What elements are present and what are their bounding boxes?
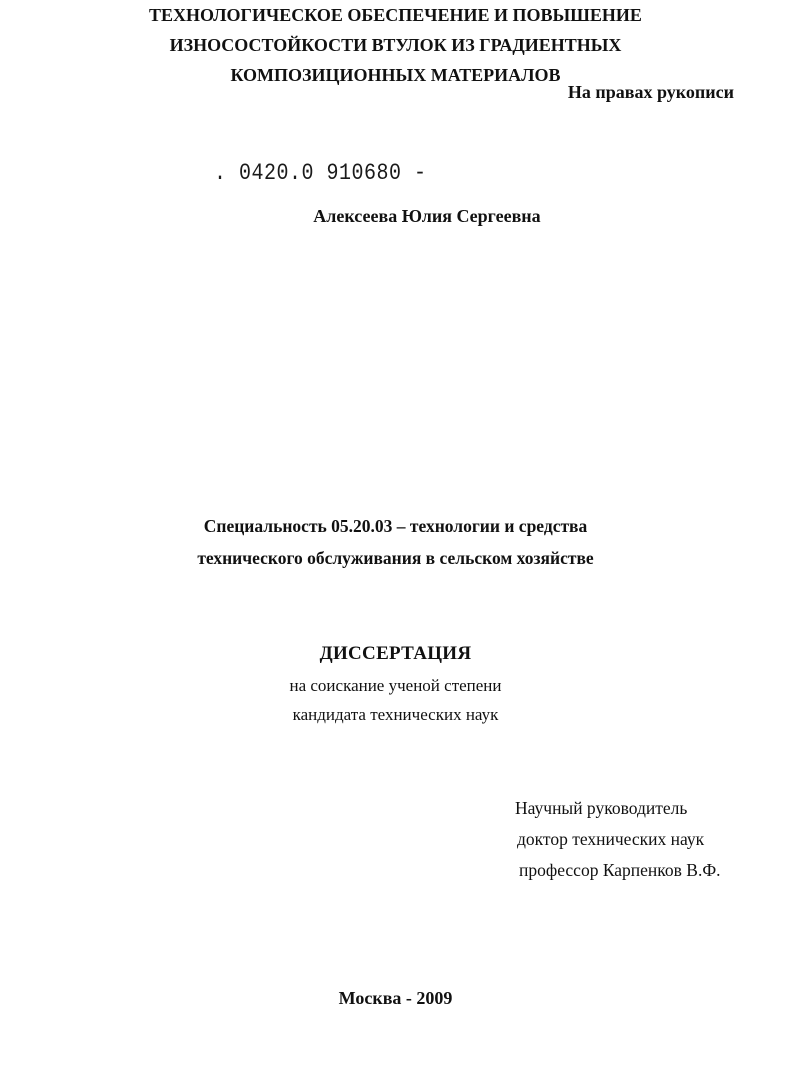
dissertation-title: [0, 0, 791, 90]
supervisor-degree: доктор технических наук: [517, 829, 705, 849]
city-year: Москва - 2009: [338, 988, 453, 1008]
manuscript-note: На правах рукописи: [567, 82, 734, 102]
specialty-line-2: технического обслуживания в сельском хозяйстве: [197, 548, 594, 568]
document-type-heading: ДИССЕРТАЦИЯ: [319, 643, 472, 664]
author-name: Алексеева Юлия Сергеевна: [313, 206, 541, 226]
supervisor-name: профессор Карпенков В.Ф.: [519, 860, 721, 880]
title-line-3: КОМПОЗИЦИОННЫХ МАТЕРИАЛОВ: [230, 65, 561, 85]
title-line-2: ИЗНОСОСТОЙКОСТИ ВТУЛОК ИЗ ГРАДИЕНТНЫХ: [169, 35, 622, 55]
registration-number-stamp: . 0420.0 910680 -: [214, 160, 427, 188]
specialty-line-1: Специальность 05.20.03 – технологии и средства: [203, 516, 588, 536]
degree-line-1: на соискание ученой степени: [289, 676, 502, 695]
title-line-1: ТЕХНОЛОГИЧЕСКОЕ ОБЕСПЕЧЕНИЕ И ПОВЫШЕНИЕ: [149, 5, 642, 25]
degree-line-2: кандидата технических наук: [292, 705, 499, 724]
supervisor-role: Научный руководитель: [515, 798, 688, 818]
